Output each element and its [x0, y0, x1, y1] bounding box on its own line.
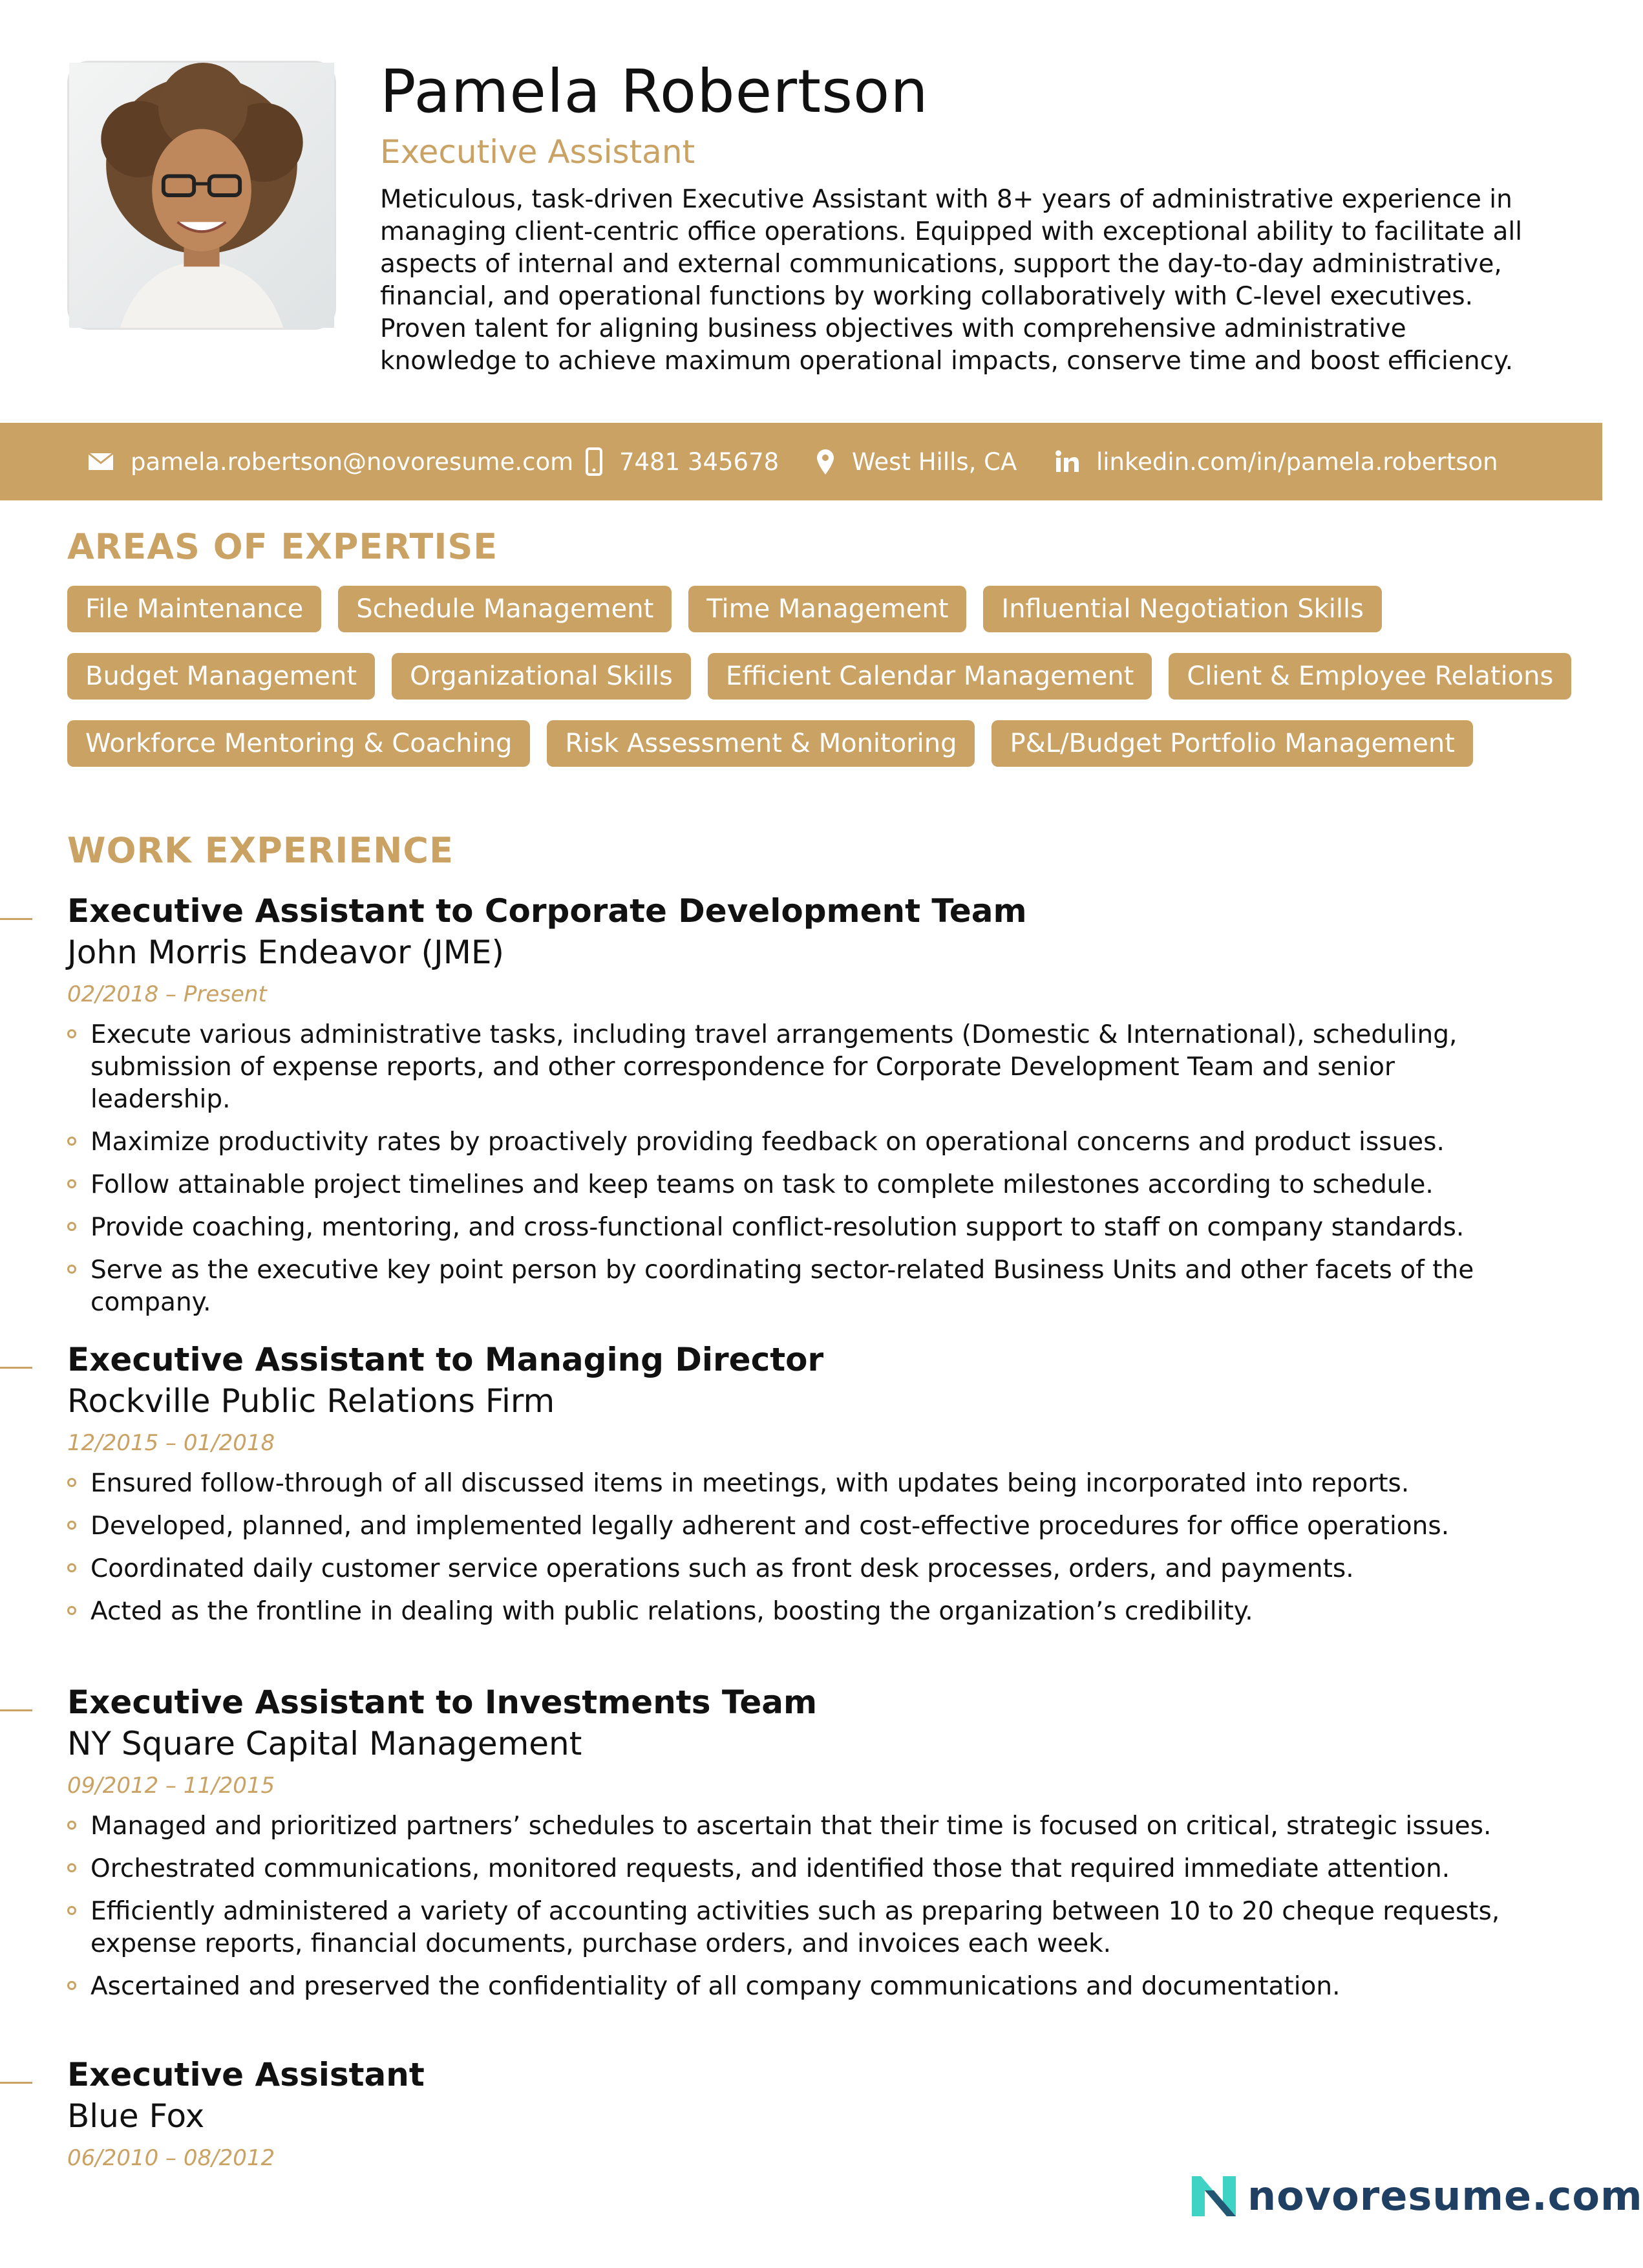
bullet-item	[67, 1468, 1528, 1500]
bullet-item	[67, 1169, 1528, 1201]
contact-email[interactable]	[88, 423, 573, 500]
bullet-circle-icon	[67, 1137, 76, 1146]
bullet-circle-icon	[67, 1222, 76, 1231]
expertise-tags	[67, 586, 1554, 787]
job-company: Blue Fox	[67, 2097, 205, 2135]
contact-linkedin[interactable]	[1055, 423, 1498, 500]
skill-tag: Client & Employee Relations	[1169, 653, 1571, 700]
job-company: John Morris Endeavor (JME)	[67, 934, 504, 971]
phone-text: 7481 345678	[619, 447, 779, 476]
bullet-text: Developed, planned, and implemented legally adherent and cost-effective procedures for office operations.	[90, 1512, 1450, 1541]
bullet-item	[67, 1126, 1528, 1159]
timeline-marker	[0, 2082, 32, 2084]
bullet-item	[67, 1810, 1528, 1843]
profile-summary: Meticulous, task-driven Executive Assistant with 8+ years of administrative experience in managing client-centric office operations. Equipped with exceptional ability to facilitate all aspects of internal and external communications, support the day-to-day administrative, financial, and operational functions by working collaboratively with C-level executives. Proven talent for aligning business objectives with comprehensive administrative knowledge to achieve maximum operational impacts, conserve time and boost efficiency.	[380, 185, 1523, 376]
tag-row	[67, 720, 1554, 767]
skill-tag: Schedule Management	[338, 586, 672, 632]
bullet-item	[67, 1853, 1528, 1885]
novoresume-logo-icon	[1189, 2174, 1238, 2219]
bullet-text: Coordinated daily customer service operations such as front desk processes, orders, and payments.	[90, 1554, 1354, 1583]
bullet-circle-icon	[67, 1606, 76, 1615]
phone-icon	[586, 447, 602, 476]
job-bullets	[67, 1468, 1528, 1638]
section-title-experience: WORK EXPERIENCE	[67, 830, 454, 871]
skill-tag: P&L/Budget Portfolio Management	[991, 720, 1472, 767]
profile-photo	[67, 61, 336, 330]
timeline-marker	[0, 1367, 32, 1369]
skill-tag: Workforce Mentoring & Coaching	[67, 720, 530, 767]
bullet-text: Ascertained and preserved the confidentiality of all company communications and documentation.	[90, 1972, 1341, 2001]
bullet-circle-icon	[67, 1906, 76, 1915]
brand-text: novoresume.com	[1247, 2172, 1643, 2220]
job-company: Rockville Public Relations Firm	[67, 1382, 555, 1420]
job-role: Executive Assistant to Corporate Development Team	[67, 892, 1027, 930]
skill-tag: Efficient Calendar Management	[708, 653, 1152, 700]
job-role: Executive Assistant	[67, 2056, 425, 2093]
bullet-item	[67, 1510, 1528, 1543]
bullet-text: Follow attainable project timelines and keep teams on task to complete milestones according to schedule.	[90, 1170, 1434, 1199]
bullet-circle-icon	[67, 1179, 76, 1188]
bullet-item	[67, 1019, 1528, 1116]
bullet-circle-icon	[67, 1029, 76, 1038]
bullet-item	[67, 1596, 1528, 1628]
bullet-item	[67, 1896, 1528, 1960]
contact-bar	[0, 423, 1602, 500]
brand-logo[interactable]	[1189, 2172, 1643, 2220]
bullet-circle-icon	[67, 1521, 76, 1530]
bullet-text: Efficiently administered a variety of accounting activities such as preparing between 10 to 20 cheque requests, expense reports, financial documents, purchase orders, and invoices each week.	[90, 1897, 1500, 1958]
bullet-item	[67, 1971, 1528, 2003]
skill-tag: Risk Assessment & Monitoring	[547, 720, 975, 767]
bullet-item	[67, 1553, 1528, 1585]
job-bullets	[67, 1810, 1528, 2013]
skill-tag: Organizational Skills	[392, 653, 691, 700]
linkedin-text: linkedin.com/in/pamela.robertson	[1096, 447, 1498, 476]
job-dates: 02/2018 – Present	[67, 981, 267, 1007]
linkedin-icon	[1055, 450, 1079, 473]
bullet-item	[67, 1254, 1528, 1319]
job-role: Executive Assistant to Investments Team	[67, 1684, 818, 1721]
bullet-text: Orchestrated communications, monitored requests, and identified those that required immediate attention.	[90, 1854, 1450, 1883]
bullet-circle-icon	[67, 1863, 76, 1872]
contact-phone[interactable]	[586, 423, 779, 500]
bullet-text: Managed and prioritized partners’ schedules to ascertain that their time is focused on critical, strategic issues.	[90, 1812, 1492, 1841]
bullet-circle-icon	[67, 1981, 76, 1990]
bullet-text: Serve as the executive key point person by coordinating sector-related Business Units and other facets of the company.	[90, 1256, 1474, 1317]
timeline-marker	[0, 918, 32, 920]
tag-row	[67, 586, 1554, 632]
email-icon	[88, 453, 114, 471]
bullet-circle-icon	[67, 1821, 76, 1830]
candidate-name: Pamela Robertson	[380, 57, 929, 126]
timeline-marker	[0, 1709, 32, 1711]
job-bullets	[67, 1019, 1528, 1329]
job-role: Executive Assistant to Managing Director	[67, 1341, 824, 1378]
bullet-circle-icon	[67, 1265, 76, 1274]
job-company: NY Square Capital Management	[67, 1725, 582, 1762]
contact-location	[816, 423, 1017, 500]
bullet-circle-icon	[67, 1478, 76, 1487]
section-title-expertise: AREAS OF EXPERTISE	[67, 526, 498, 567]
bullet-text: Acted as the frontline in dealing with public relations, boosting the organization’s credibility.	[90, 1597, 1253, 1626]
bullet-item	[67, 1212, 1528, 1244]
job-dates: 12/2015 – 01/2018	[67, 1430, 275, 1456]
skill-tag: Budget Management	[67, 653, 375, 700]
bullet-text: Execute various administrative tasks, including travel arrangements (Domestic & International), scheduling, submission of expense reports, and other correspondence for Corporate Development Team and senior leadership.	[90, 1020, 1458, 1114]
bullet-text: Maximize productivity rates by proactively providing feedback on operational concerns and product issues.	[90, 1128, 1445, 1157]
bullet-text: Provide coaching, mentoring, and cross-functional conflict-resolution support to staff on company standards.	[90, 1213, 1465, 1242]
email-text: pamela.robertson@novoresume.com	[131, 447, 574, 476]
bullet-text: Ensured follow-through of all discussed items in meetings, with updates being incorporated into reports.	[90, 1469, 1410, 1498]
location-pin-icon	[816, 448, 835, 475]
tag-row	[67, 653, 1554, 700]
job-dates: 09/2012 – 11/2015	[67, 1773, 275, 1799]
job-title: Executive Assistant	[380, 133, 695, 171]
location-text: West Hills, CA	[852, 447, 1017, 476]
skill-tag: Time Management	[688, 586, 966, 632]
skill-tag: File Maintenance	[67, 586, 321, 632]
job-dates: 06/2010 – 08/2012	[67, 2145, 275, 2171]
skill-tag: Influential Negotiation Skills	[983, 586, 1382, 632]
bullet-circle-icon	[67, 1563, 76, 1572]
